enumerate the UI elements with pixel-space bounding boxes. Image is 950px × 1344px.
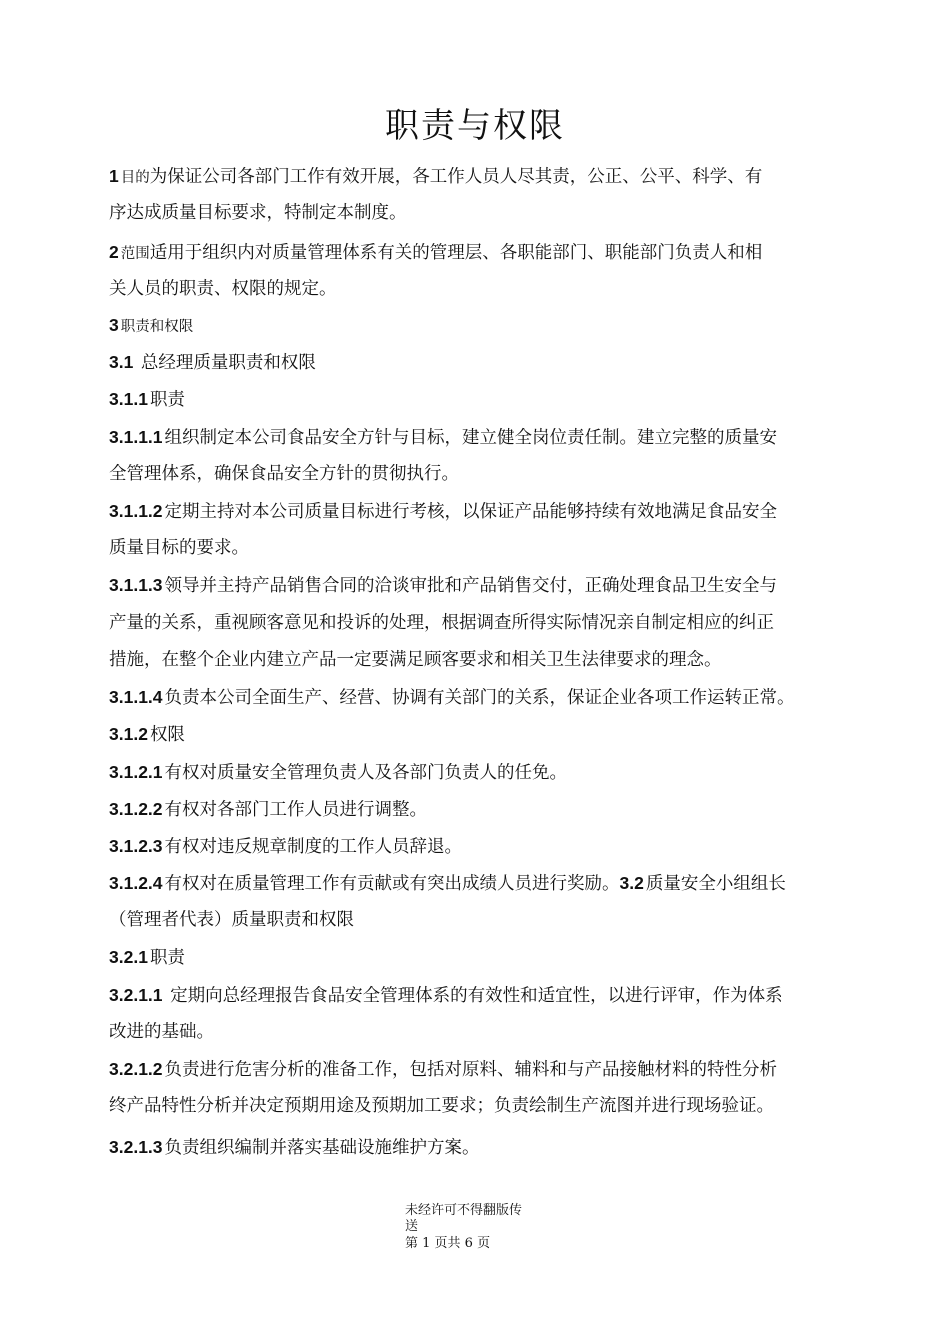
paragraph-text: 职责 (149, 948, 185, 968)
paragraph-line (109, 313, 193, 339)
paragraph-line (109, 685, 795, 710)
paragraph-text: 改进的基础。 (109, 1022, 214, 1042)
paragraph-line (109, 536, 249, 560)
section-number: 3.2.1 (109, 947, 148, 967)
footer-copyright-line-1: 未经许可不得翻版传 (405, 1203, 523, 1218)
paragraph-line (109, 240, 762, 266)
paragraph-text: 定期向总经理报告食品安全管理体系的有效性和适宜性，以进行评审，作为体系 (164, 986, 783, 1006)
paragraph-text: 全管理体系，确保食品安全方针的贯彻执行。 (109, 464, 459, 484)
paragraph-text: 总经理质量职责和权限 (135, 353, 316, 373)
paragraph-text: 产量的关系，重视顾客意见和投诉的处理，根据调查所得实际情况亲自制定相应的纠正 (109, 613, 774, 633)
paragraph-text: 组织制定本公司食品安全方针与目标，建立健全岗位责任制。建立完整的质量安 (164, 428, 778, 448)
paragraph-text: 领导并主持产品销售合同的洽谈审批和产品销售交付，正确处理食品卫生安全与 (164, 576, 778, 596)
paragraph-text: 定期主持对本公司质量目标进行考核，以保证产品能够持续有效地满足食品安全 (164, 502, 778, 522)
section-number: 3.2 (619, 873, 644, 893)
paragraph-line (109, 611, 774, 635)
section-number: 3.1.1.4 (109, 687, 163, 707)
paragraph-line (109, 760, 567, 785)
section-number: 3.1.1.2 (109, 501, 163, 521)
paragraph-line (109, 573, 777, 598)
paragraph-line (109, 350, 316, 375)
paragraph-text: （管理者代表）质量职责和权限 (109, 910, 354, 930)
paragraph-line (109, 945, 185, 970)
section-heading: 职责和权限 (120, 319, 194, 335)
section-number: 2 (109, 242, 119, 262)
paragraph-text: 措施，在整个企业内建立产品一定要满足顾客要求和相关卫生法律要求的理念。 (109, 650, 722, 670)
footer-page-number: 第 1 页共 6 页 (405, 1236, 491, 1251)
paragraph-line (109, 908, 354, 932)
section-number: 3.2.1.3 (109, 1137, 163, 1157)
section-heading: 目的 (120, 170, 150, 186)
paragraph-text: 终产品特性分析并决定预期用途及预期加工要求；负责绘制生产流图并进行现场验证。 (109, 1096, 774, 1116)
paragraph-text: 质量目标的要求。 (109, 538, 249, 558)
section-number: 3.1.1.1 (109, 427, 163, 447)
paragraph-line (109, 871, 786, 896)
section-number: 3.1.2.2 (109, 799, 163, 819)
paragraph-line (109, 983, 783, 1008)
section-number: 3.1.2 (109, 724, 148, 744)
section-number: 3.2.1.1 (109, 985, 163, 1005)
paragraph-text: 有权对各部门工作人员进行调整。 (164, 800, 428, 820)
paragraph-text: 有权对违反规章制度的工作人员辞退。 (164, 837, 463, 857)
paragraph-line (109, 277, 337, 301)
section-number: 1 (109, 166, 119, 186)
paragraph-line (109, 164, 762, 190)
section-number: 3.1 (109, 352, 134, 372)
paragraph-line (109, 462, 459, 486)
section-number: 3.2.1.2 (109, 1059, 163, 1079)
paragraph-text: 序达成质量目标要求，特制定本制度。 (109, 203, 407, 223)
section-heading: 范围 (120, 246, 150, 262)
paragraph-text: 负责本公司全面生产、经营、协调有关部门的关系，保证企业各项工作运转正常。 (164, 688, 795, 708)
section-number: 3.1.2.3 (109, 836, 163, 856)
paragraph-text: 适用于组织内对质量管理体系有关的管理层、各职能部门、职能部门负责人和相 (149, 243, 763, 263)
section-number: 3.1.1.3 (109, 575, 163, 595)
paragraph-line (109, 1135, 480, 1160)
paragraph-text: 有权对质量安全管理负责人及各部门负责人的任免。 (164, 763, 568, 783)
section-number: 3.1.1 (109, 389, 148, 409)
paragraph-line (109, 722, 185, 747)
section-number: 3 (109, 315, 119, 335)
paragraph-line (109, 797, 427, 822)
paragraph-text: 权限 (149, 725, 185, 745)
paragraph-line (109, 648, 722, 672)
footer-copyright-line-2: 送 (405, 1219, 419, 1234)
paragraph-line (109, 499, 777, 524)
paragraph-line (109, 1057, 777, 1082)
paragraph-line (109, 201, 407, 225)
paragraph-text: 负责进行危害分析的准备工作，包括对原料、辅料和与产品接触材料的特性分析 (164, 1060, 778, 1080)
section-number: 3.1.2.4 (109, 873, 163, 893)
paragraph-text: 有权对在质量管理工作有贡献或有突出成绩人员进行奖励。 (164, 874, 620, 894)
paragraph-line (109, 1094, 774, 1118)
paragraph-text: 关人员的职责、权限的规定。 (109, 279, 337, 299)
paragraph-text: 质量安全小组组长 (645, 874, 786, 894)
paragraph-text: 负责组织编制并落实基础设施维护方案。 (164, 1138, 480, 1158)
paragraph-text: 职责 (149, 390, 185, 410)
section-number: 3.1.2.1 (109, 762, 163, 782)
paragraph-line (109, 834, 462, 859)
document-title: 职责与权限 (385, 106, 565, 146)
paragraph-line (109, 425, 777, 450)
paragraph-line (109, 387, 185, 412)
paragraph-line (109, 1020, 214, 1044)
paragraph-text: 为保证公司各部门工作有效开展，各工作人员人尽其责，公正、公平、科学、有 (149, 167, 763, 187)
